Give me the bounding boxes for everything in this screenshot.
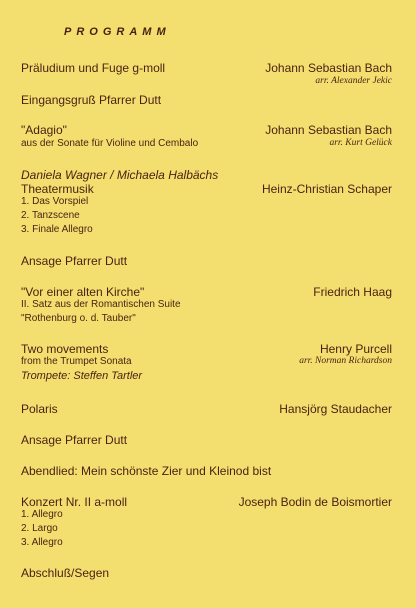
item-arranger: arr. Kurt Gelück xyxy=(329,138,392,148)
item-detail: aus der Sonate für Violine und Cembalo xyxy=(21,138,199,149)
item-title: Two movements xyxy=(21,342,109,356)
item-composer: Friedrich Haag xyxy=(313,285,392,299)
item-title: Eingangsgruß Pfarrer Dutt xyxy=(21,93,162,107)
item-title: Abschluß/Segen xyxy=(21,566,110,580)
item-title: "Vor einer alten Kirche" xyxy=(21,285,145,299)
item-title: Ansage Pfarrer Dutt xyxy=(21,433,128,447)
item-movement: 3. Finale Allegro xyxy=(21,224,93,235)
item-title: Abendlied: Mein schönste Zier und Kleinod bist xyxy=(21,464,272,478)
item-title: Polaris xyxy=(21,402,58,416)
item-composer: Hansjörg Staudacher xyxy=(279,402,392,416)
item-title: Konzert Nr. II a-moll xyxy=(21,495,128,509)
item-movement: 2. Largo xyxy=(21,523,58,534)
item-composer: Johann Sebastian Bach xyxy=(265,61,392,75)
item-title: Ansage Pfarrer Dutt xyxy=(21,254,128,268)
item-movement: 1. Allegro xyxy=(21,509,63,520)
item-composer: Johann Sebastian Bach xyxy=(265,123,392,137)
item-detail: "Rothenburg o. d. Tauber" xyxy=(21,313,136,324)
item-performers: Daniela Wagner / Michaela Halbächs xyxy=(21,168,219,182)
item-composer: Henry Purcell xyxy=(319,342,392,356)
item-arranger: arr. Norman Richardson xyxy=(299,356,392,366)
item-detail: II. Satz aus der Romantischen Suite xyxy=(21,299,181,310)
program-heading: PROGRAMM xyxy=(64,26,171,38)
item-title: Theatermusik xyxy=(21,182,94,196)
item-movement: 2. Tanzscene xyxy=(21,210,80,221)
item-performers: Trompete: Steffen Tartler xyxy=(21,370,143,382)
item-movement: 3. Allegro xyxy=(21,537,63,548)
item-detail: from the Trumpet Sonata xyxy=(21,356,132,367)
item-title: Präludium und Fuge g-moll xyxy=(21,61,166,75)
item-composer: Heinz-Christian Schaper xyxy=(261,182,392,196)
item-title: "Adagio" xyxy=(21,123,67,137)
item-composer: Joseph Bodin de Boismortier xyxy=(238,495,392,509)
item-movement: 1. Das Vorspiel xyxy=(21,196,89,207)
item-arranger: arr. Alexander Jekic xyxy=(315,76,392,86)
